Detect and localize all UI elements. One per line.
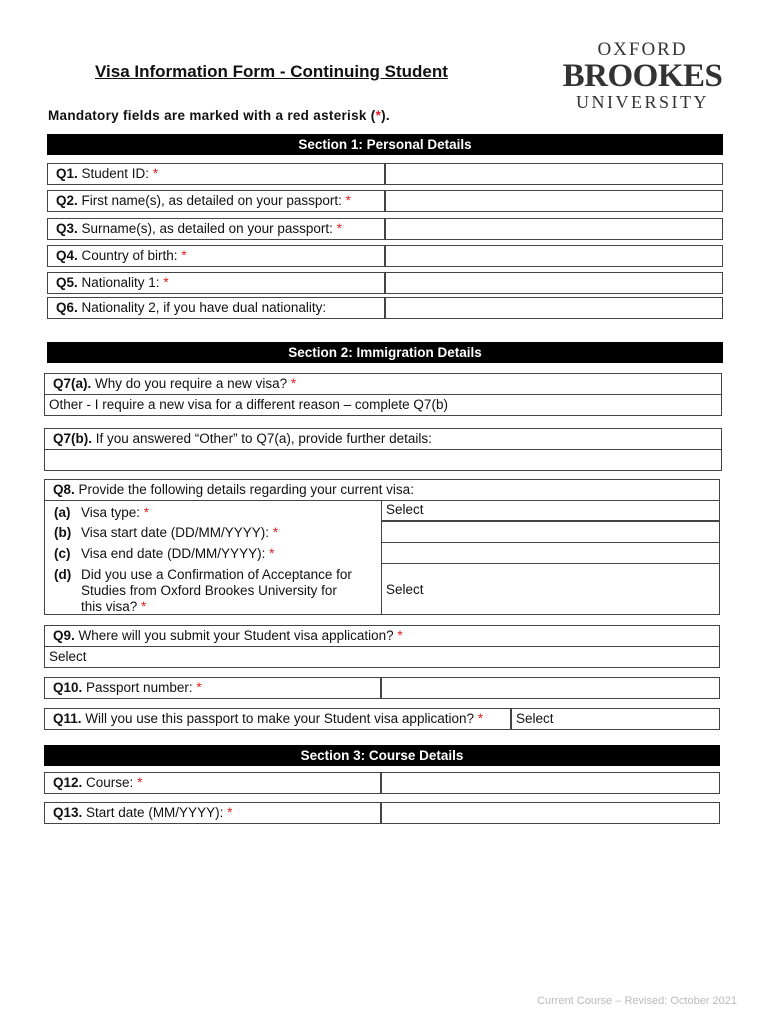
university-logo: [560, 40, 725, 111]
q9-submission-location-select[interactable]: Select: [44, 646, 720, 668]
q6-label: Q6. Nationality 2, if you have dual nationality:: [47, 297, 385, 319]
q7a-label: Q7(a). Why do you require a new visa? *: [44, 373, 722, 395]
q3-label: Q3. Surname(s), as detailed on your passport: *: [47, 218, 385, 240]
q3-surname-input[interactable]: [385, 218, 723, 240]
q2-label: Q2. First name(s), as detailed on your passport: *: [47, 190, 385, 212]
q12-course-input[interactable]: [381, 772, 720, 794]
q10-passport-number-input[interactable]: [381, 677, 720, 699]
q8d-cas-select[interactable]: Select: [381, 563, 720, 615]
logo-line-3: UNIVERSITY: [576, 92, 709, 112]
q10-label: Q10. Passport number: *: [44, 677, 381, 699]
required-asterisk: *: [375, 108, 382, 123]
q4-country-of-birth-input[interactable]: [385, 245, 723, 267]
q8a-label: (a) Visa type: *: [54, 505, 150, 520]
q8d-label: (d) Did you use a Confirmation of Acceptance for Studies from Oxford Brookes University for this visa? *: [54, 567, 352, 614]
q8c-visa-end-date-input[interactable]: [381, 542, 720, 564]
q8b-visa-start-date-input[interactable]: [381, 521, 720, 543]
section-2-heading: Section 2: Immigration Details: [47, 342, 723, 363]
q9-label: Q9. Where will you submit your Student visa application? *: [44, 625, 720, 647]
logo-line-1: OXFORD: [597, 39, 688, 60]
logo-line-2: BROOKES: [562, 58, 723, 94]
q8b-label: (b) Visa start date (DD/MM/YYYY): *: [54, 525, 279, 540]
q11-label: Q11. Will you use this passport to make your Student visa application? *: [44, 708, 511, 730]
q4-label: Q4. Country of birth: *: [47, 245, 385, 267]
q11-passport-use-select[interactable]: Select: [511, 708, 720, 730]
q6-nationality-2-input[interactable]: [385, 297, 723, 319]
mandatory-note: [48, 108, 390, 123]
q5-nationality-1-input[interactable]: [385, 272, 723, 294]
q7b-details-input[interactable]: [44, 449, 722, 471]
q1-student-id-input[interactable]: [385, 163, 723, 185]
q8c-label: (c) Visa end date (DD/MM/YYYY): *: [54, 546, 275, 561]
mandatory-note-end: ).: [381, 108, 390, 123]
q2-first-name-input[interactable]: [385, 190, 723, 212]
q13-label: Q13. Start date (MM/YYYY): *: [44, 802, 381, 824]
footer-revision-note: Current Course – Revised: October 2021: [537, 995, 737, 1007]
q13-start-date-input[interactable]: [381, 802, 720, 824]
q1-label: Q1. Student ID: *: [47, 163, 385, 185]
section-1-heading: Section 1: Personal Details: [47, 134, 723, 155]
q5-label: Q5. Nationality 1: *: [47, 272, 385, 294]
q8-label: Q8. Provide the following details regarding your current visa:: [44, 479, 720, 500]
q12-label: Q12. Course: *: [44, 772, 381, 794]
q7b-label: Q7(b). If you answered “Other” to Q7(a), provide further details:: [44, 428, 722, 450]
q7a-reason-select[interactable]: Other - I require a new visa for a different reason – complete Q7(b): [44, 394, 722, 416]
form-title: Visa Information Form - Continuing Student: [95, 62, 448, 81]
section-3-heading: Section 3: Course Details: [44, 745, 720, 766]
q8a-visa-type-select[interactable]: Select: [381, 500, 720, 521]
mandatory-note-text: Mandatory fields are marked with a red asterisk (: [48, 108, 376, 123]
